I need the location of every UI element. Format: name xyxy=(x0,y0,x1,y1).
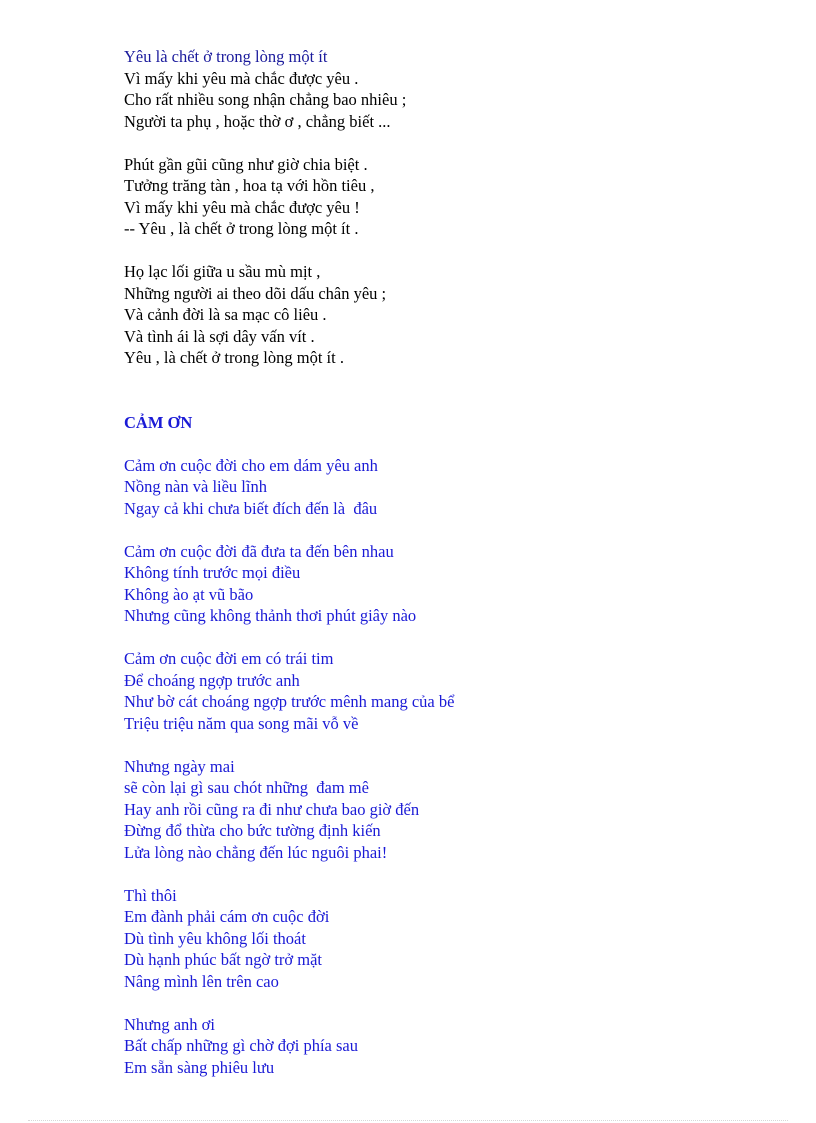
poem-line: Nâng mình lên trên cao xyxy=(124,971,279,991)
stanza xyxy=(124,455,784,520)
poem-title: CẢM ƠN xyxy=(124,412,193,432)
document-page xyxy=(124,46,784,1078)
poem-line: Dù hạnh phúc bất ngờ trở mặt xyxy=(124,950,322,969)
poem-line: Đừng đổ thừa cho bức tường định kiến xyxy=(124,821,381,840)
poem-line: Vì mấy khi yêu mà chắc được yêu . xyxy=(124,68,359,88)
stanza xyxy=(124,541,784,627)
poem-yeu xyxy=(124,46,784,369)
poem-line: Không tính trước mọi điều xyxy=(124,563,301,582)
poem-line: Nhưng ngày mai xyxy=(124,756,235,776)
poem-line: Để choáng ngợp trước anh xyxy=(124,670,300,690)
poem-line: Tưởng trăng tàn , hoa tạ với hồn tiêu , xyxy=(124,176,375,195)
stanza xyxy=(124,1014,784,1079)
poem-line: Thì thôi xyxy=(124,885,177,905)
stanza xyxy=(124,154,784,240)
poem-line: Hay anh rồi cũng ra đi như chưa bao giờ đến xyxy=(124,799,420,819)
poem-line: Yêu là chết ở trong lòng một ít xyxy=(124,47,328,66)
poem-line: Nồng nàn và liều lĩnh xyxy=(124,477,267,496)
poem-line: Nhưng cũng không thảnh thơi phút giây nào xyxy=(124,606,417,625)
poem-line: Ngay cả khi chưa biết đích đến là đâu xyxy=(124,498,378,518)
stanza xyxy=(124,885,784,993)
poem-line: sẽ còn lại gì sau chót những đam mê xyxy=(124,778,369,797)
stanza xyxy=(124,756,784,864)
stanza xyxy=(124,46,784,132)
poem-line: Những người ai theo dõi dấu chân yêu ; xyxy=(124,283,387,303)
poem-line: Lửa lòng nào chẳng đến lúc nguôi phai! xyxy=(124,842,388,862)
poem-line: Em đành phải cám ơn cuộc đời xyxy=(124,907,330,926)
poem-line: Người ta phụ , hoặc thờ ơ , chẳng biết ... xyxy=(124,111,391,131)
poem-line: Yêu , là chết ở trong lòng một ít . xyxy=(124,348,344,367)
poem-line: Không ào ạt vũ bão xyxy=(124,584,254,604)
poem-line: Và cảnh đời là sa mạc cô liêu . xyxy=(124,305,327,324)
poem-line: -- Yêu , là chết ở trong lòng một ít . xyxy=(124,219,359,238)
poem-line: Phút gần gũi cũng như giờ chia biệt . xyxy=(124,154,368,174)
poem-line: Em sẵn sàng phiêu lưu xyxy=(124,1057,275,1077)
poem-line: Họ lạc lối giữa u sầu mù mịt , xyxy=(124,262,321,281)
poem-line: Nhưng anh ơi xyxy=(124,1014,215,1034)
poem-line: Cảm ơn cuộc đời cho em dám yêu anh xyxy=(124,455,378,475)
poem-line: Cảm ơn cuộc đời đã đưa ta đến bên nhau xyxy=(124,541,394,561)
stanza xyxy=(124,261,784,369)
poem-cam-on xyxy=(124,455,784,1079)
page-bottom-divider xyxy=(28,1120,788,1121)
poem-line: Vì mấy khi yêu mà chắc được yêu ! xyxy=(124,197,360,217)
poem-line: Cho rất nhiều song nhận chẳng bao nhiêu ; xyxy=(124,90,407,109)
poem-line: Và tình ái là sợi dây vấn vít . xyxy=(124,326,315,346)
poem-line: Như bờ cát choáng ngợp trước mênh mang của bể xyxy=(124,692,455,711)
stanza xyxy=(124,648,784,734)
poem-line: Bất chấp những gì chờ đợi phía sau xyxy=(124,1036,358,1055)
poem-line: Cảm ơn cuộc đời em có trái tim xyxy=(124,649,334,668)
poem-line: Dù tình yêu không lối thoát xyxy=(124,928,306,948)
poem-line: Triệu triệu năm qua song mãi vỗ về xyxy=(124,713,359,733)
